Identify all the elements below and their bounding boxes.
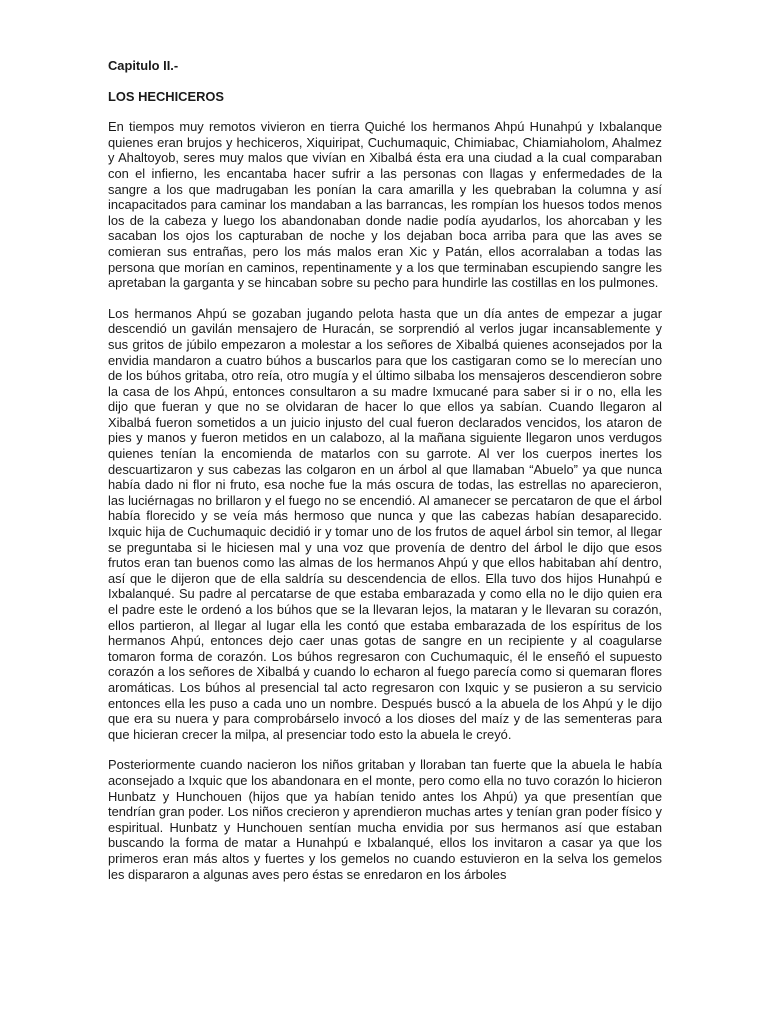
document-page — [108, 58, 662, 897]
paragraph-3: Posteriormente cuando nacieron los niños gritaban y lloraban tan fuerte que la abuela le había aconsejado a Ixquic que los abandonara en el monte, pero como ella no tuvo corazón lo hicieron Hunbatz y Hunchouen (hijos que ya habían tenido antes los Ahpú) ya que presentían que tendrían gran poder. Los niños crecieron y aprendieron muchas artes y tenían gran poder físico y espiritual. Hunbatz y Hunchouen sentían mucha envidia por sus hermanos así que estaban buscando la forma de matar a Hunahpú e Ixbalanqué, ellos los invitaron a casar ya que los primeros eran más altos y fuertes y los gemelos no cuando estuvieron en la selva los gemelos les dispararon a algunas aves pero éstas se enredaron en los árboles — [108, 757, 662, 882]
paragraph-1: En tiempos muy remotos vivieron en tierra Quiché los hermanos Ahpú Hunahpú y Ixbalanque quienes eran brujos y hechiceros, Xiquiripat, Cuchumaquic, Chimiabac, Chiamiaholom, Ahalmez y Ahaltoyob, seres muy malos que vivían en Xibalbá ésta era una ciudad a la cual comparaban con el infierno, les encantaba hacer sufrir a las personas con llagas y enfermedades de la sangre a los que madrugaban les ponían la cara amarilla y les quebraban la columna y así incapacitados para caminar los mandaban a las barrancas, les rompían los huesos todos menos los de la cabeza y luego los abandonaban donde nadie podía ayudarlos, los ahorcaban y les sacaban los ojos los capturaban de noche y los dejaban boca arriba para que las aves se comieran sus entrañas, pero los más malos eran Xic y Patán, ellos acorralaban a todas las persona que morían en caminos, repentinamente y a los que terminaban escupiendo sangre les apretaban la garganta y se hincaban sobre su pecho para hundirle las costillas en los pulmones. — [108, 119, 662, 291]
section-title: LOS HECHICEROS — [108, 88, 225, 104]
chapter-heading: Capitulo II.- — [108, 58, 179, 73]
paragraph-2: Los hermanos Ahpú se gozaban jugando pelota hasta que un día antes de empezar a jugar descendió un gavilán mensajero de Huracán, se sorprendió al verlos jugar incansablemente y sus gritos de júbilo empezaron a molestar a los señores de Xibalbá quienes aconsejados por la envidia mandaron a cuatro búhos a buscarlos para que los castigaran como se lo merecían uno de los búhos gritaba, otro reía, otro mugía y el último silbaba los mensajeros descendieron sobre la casa de los Ahpú, entonces consultaron a su madre Ixmucané para saber si ir o no, ella les dijo que fueran y que no se olvidaran de hacer lo que ellos ya sabían. Cuando llegaron al Xibalbá fueron sometidos a un juicio injusto del cual fueron declarados vencidos, los ataron de pies y manos y fueron metidos en un calabozo, al la mañana siguiente llegaron unos verdugos quienes tenían la encomienda de matarlos con su garrote. Al ver los cuerpos inertes los descuartizaron y sus cabezas las colgaron en un árbol al que llamaban “Abuelo” ya que nunca había dado ni flor ni fruto, esa noche fue la más oscura de todas, las estrellas no aparecieron, las luciérnagas no brillaron y el fuego no se encendió. Al amanecer se percataron de que el árbol había florecido y se veía más hermoso que nunca y que las cabezas habían desaparecido. Ixquic hija de Cuchumaquic decidió ir y tomar uno de los frutos de aquel árbol sin temor, al llegar se preguntaba si le hiciesen mal y una voz que provenía de dentro del árbol le dijo que esos frutos eran tan buenos como las almas de los hermanos Ahpú y que ellos habitaban ahí dentro, así que le dijeron que de ella saldría su descendencia de ellos. Ella tuvo dos hijos Hunahpú e Ixbalanqué. Su padre al percatarse de que estaba embarazada y como ella no le dijo quien era el padre este le ordenó a los búhos que se la llevaran lejos, la mataran y le llevaran su corazón, ellos partieron, al llegar al lugar ella les contó que estaba embarazada de los espíritus de los hermanos Ahpú, entonces dejo caer unas gotas de sangre en un recipiente y al coagularse tomaron forma de corazón. Los búhos regresaron con Cuchumaquic, él le enseñó el supuesto corazón a los señores de Xibalbá y cuando lo echaron al fuego parecía como si quemaran flores aromáticas. Los búhos al presencial tal acto regresaron con Ixquic y se pusieron a su servicio entonces ella les puso a cada uno un nombre. Después buscó a la abuela de los Ahpú y le dijo que era su nuera y para comprobárselo invocó a los dioses del maíz y de las sementeras para que hicieran crecer la milpa, al presenciar todo esto la abuela le creyó. — [108, 305, 662, 742]
